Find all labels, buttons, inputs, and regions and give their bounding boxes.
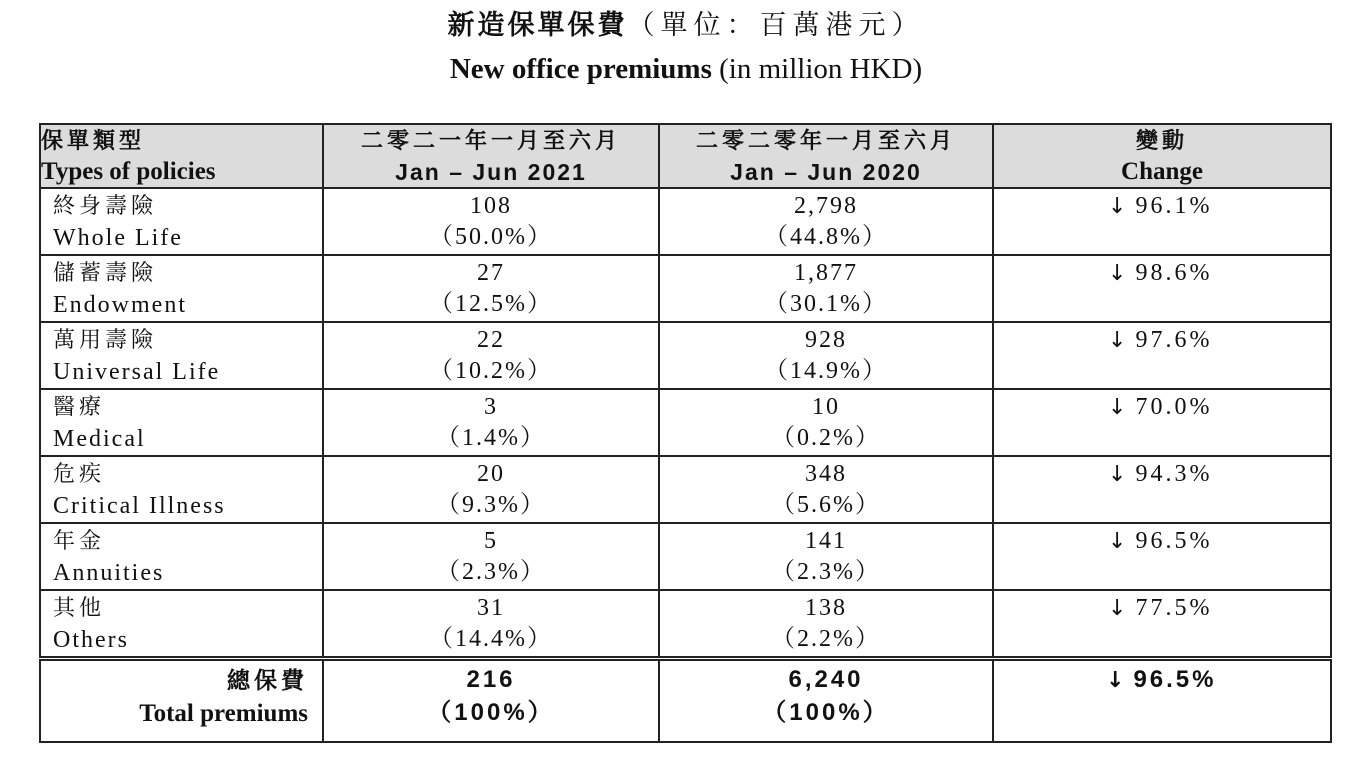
policy-name-zh: 醫療 bbox=[53, 395, 106, 420]
table-row bbox=[40, 322, 1331, 389]
table-row bbox=[40, 590, 1331, 659]
title-english-unit: (in million HKD) bbox=[711, 53, 923, 85]
header-2020 bbox=[659, 124, 993, 188]
value-2021: 3 bbox=[484, 394, 498, 420]
share-2021: （10.2%） bbox=[429, 358, 553, 384]
value-2020: 10 bbox=[812, 394, 840, 420]
premiums-table bbox=[39, 123, 1332, 743]
value-2021-cell bbox=[323, 523, 659, 590]
value-2020-cell bbox=[659, 322, 993, 389]
header-2021 bbox=[323, 124, 659, 188]
total-row bbox=[40, 659, 1331, 743]
value-2021-cell bbox=[323, 188, 659, 255]
value-2020-cell bbox=[659, 590, 993, 659]
value-2021-cell bbox=[323, 255, 659, 322]
header-en: Jan – Jun 2020 bbox=[730, 159, 922, 185]
total-change-value bbox=[994, 665, 1330, 696]
policy-name-en: Whole Life bbox=[53, 225, 183, 251]
change-percent: 97.6% bbox=[1135, 327, 1213, 353]
policy-type-cell bbox=[40, 255, 323, 322]
value-2020: 2,798 bbox=[794, 193, 858, 219]
share-2020: （44.8%） bbox=[764, 224, 888, 250]
table-row bbox=[40, 389, 1331, 456]
value-2020: 1,877 bbox=[794, 260, 858, 286]
table-row bbox=[40, 188, 1331, 255]
total-change-percent: 96.5% bbox=[1133, 666, 1217, 693]
header-policy-type bbox=[40, 124, 323, 188]
policy-type-cell bbox=[40, 456, 323, 523]
table-row bbox=[40, 456, 1331, 523]
share-2020: （2.2%） bbox=[771, 626, 881, 652]
share-2021: （9.3%） bbox=[436, 492, 546, 518]
change-percent: 98.6% bbox=[1135, 260, 1213, 286]
header-zh: 二零二一年一月至六月 bbox=[360, 129, 621, 154]
down-arrow-icon: ↓ bbox=[1108, 194, 1130, 219]
change-percent: 77.5% bbox=[1135, 595, 1213, 621]
total-label-zh: 總保費 bbox=[227, 668, 308, 694]
change-value bbox=[994, 392, 1330, 423]
policy-type-cell bbox=[40, 322, 323, 389]
share-2020: （30.1%） bbox=[764, 291, 888, 317]
value-2020-cell bbox=[659, 389, 993, 456]
value-2020-cell bbox=[659, 456, 993, 523]
header-change bbox=[993, 124, 1331, 188]
down-arrow-icon: ↓ bbox=[1108, 261, 1130, 286]
policy-name-zh: 萬用壽險 bbox=[53, 328, 158, 353]
value-2021: 108 bbox=[470, 193, 512, 219]
table-row bbox=[40, 255, 1331, 322]
change-percent: 70.0% bbox=[1135, 394, 1213, 420]
policy-name-en: Endowment bbox=[53, 292, 187, 318]
total-label-cell bbox=[40, 659, 323, 743]
share-2021: （2.3%） bbox=[436, 559, 546, 585]
share-2020: （14.9%） bbox=[764, 358, 888, 384]
value-2021-cell bbox=[323, 590, 659, 659]
header-en: Jan – Jun 2021 bbox=[395, 159, 587, 185]
policy-name-en: Others bbox=[53, 627, 129, 653]
change-percent: 96.5% bbox=[1135, 528, 1213, 554]
policy-name-zh: 危疾 bbox=[53, 462, 106, 487]
share-2020: （5.6%） bbox=[771, 492, 881, 518]
total-2021-cell bbox=[323, 659, 659, 743]
policy-type-cell bbox=[40, 590, 323, 659]
policy-name-zh: 終身壽險 bbox=[53, 194, 158, 219]
down-arrow-icon: ↓ bbox=[1108, 529, 1130, 554]
table-header-row bbox=[40, 124, 1331, 188]
change-cell bbox=[993, 590, 1331, 659]
title-english bbox=[0, 52, 1372, 86]
change-percent: 94.3% bbox=[1135, 461, 1213, 487]
title-chinese-main: 新造保單保費 bbox=[447, 10, 628, 41]
policy-name-zh: 儲蓄壽險 bbox=[53, 261, 158, 286]
share-2020: （0.2%） bbox=[771, 425, 881, 451]
value-2020: 138 bbox=[805, 595, 847, 621]
value-2020: 141 bbox=[805, 528, 847, 554]
value-2021-cell bbox=[323, 322, 659, 389]
value-2021-cell bbox=[323, 389, 659, 456]
title-chinese-unit: （單位：百萬港元） bbox=[627, 10, 925, 41]
change-value bbox=[994, 526, 1330, 557]
change-cell bbox=[993, 389, 1331, 456]
header-zh: 變動 bbox=[1135, 129, 1188, 154]
policy-name-en: Critical Illness bbox=[53, 493, 226, 519]
value-2020: 348 bbox=[805, 461, 847, 487]
down-arrow-icon: ↓ bbox=[1108, 328, 1130, 353]
policy-name-zh: 年金 bbox=[53, 529, 106, 554]
policy-name-en: Universal Life bbox=[53, 359, 221, 385]
value-2021: 31 bbox=[477, 595, 505, 621]
policy-name-zh: 其他 bbox=[53, 596, 106, 621]
policy-type-cell bbox=[40, 523, 323, 590]
change-value bbox=[994, 593, 1330, 624]
change-value bbox=[994, 258, 1330, 289]
down-arrow-icon: ↓ bbox=[1108, 395, 1130, 420]
total-change-cell bbox=[993, 659, 1331, 743]
header-zh: 二零二零年一月至六月 bbox=[695, 129, 956, 154]
value-2020-cell bbox=[659, 188, 993, 255]
change-cell bbox=[993, 456, 1331, 523]
total-share-2021: （100%） bbox=[427, 699, 555, 726]
value-2021: 22 bbox=[477, 327, 505, 353]
value-2020-cell bbox=[659, 523, 993, 590]
total-label-en: Total premiums bbox=[139, 700, 308, 727]
policy-type-cell bbox=[40, 188, 323, 255]
value-2020-cell bbox=[659, 255, 993, 322]
change-cell bbox=[993, 188, 1331, 255]
down-arrow-icon: ↓ bbox=[1106, 668, 1128, 693]
header-zh: 保單類型 bbox=[41, 129, 146, 154]
total-2020-cell bbox=[659, 659, 993, 743]
header-en: Change bbox=[1121, 158, 1203, 185]
policy-type-cell bbox=[40, 389, 323, 456]
down-arrow-icon: ↓ bbox=[1108, 596, 1130, 621]
header-en: Types of policies bbox=[41, 158, 216, 185]
change-cell bbox=[993, 322, 1331, 389]
change-value bbox=[994, 191, 1330, 222]
change-percent: 96.1% bbox=[1135, 193, 1213, 219]
down-arrow-icon: ↓ bbox=[1108, 462, 1130, 487]
share-2021: （14.4%） bbox=[429, 626, 553, 652]
change-cell bbox=[993, 255, 1331, 322]
total-value-2020: 6,240 bbox=[788, 666, 864, 693]
value-2021: 27 bbox=[477, 260, 505, 286]
value-2021: 20 bbox=[477, 461, 505, 487]
value-2020: 928 bbox=[805, 327, 847, 353]
change-value bbox=[994, 459, 1330, 490]
share-2021: （1.4%） bbox=[436, 425, 546, 451]
change-value bbox=[994, 325, 1330, 356]
policy-name-en: Annuities bbox=[53, 560, 165, 586]
value-2021: 5 bbox=[484, 528, 498, 554]
policy-name-en: Medical bbox=[53, 426, 146, 452]
share-2021: （50.0%） bbox=[429, 224, 553, 250]
share-2020: （2.3%） bbox=[771, 559, 881, 585]
value-2021-cell bbox=[323, 456, 659, 523]
title-chinese bbox=[0, 8, 1372, 44]
total-value-2021: 216 bbox=[466, 666, 516, 693]
title-english-main: New office premiums bbox=[449, 53, 712, 85]
share-2021: （12.5%） bbox=[429, 291, 553, 317]
total-share-2020: （100%） bbox=[762, 699, 890, 726]
change-cell bbox=[993, 523, 1331, 590]
table-row bbox=[40, 523, 1331, 590]
